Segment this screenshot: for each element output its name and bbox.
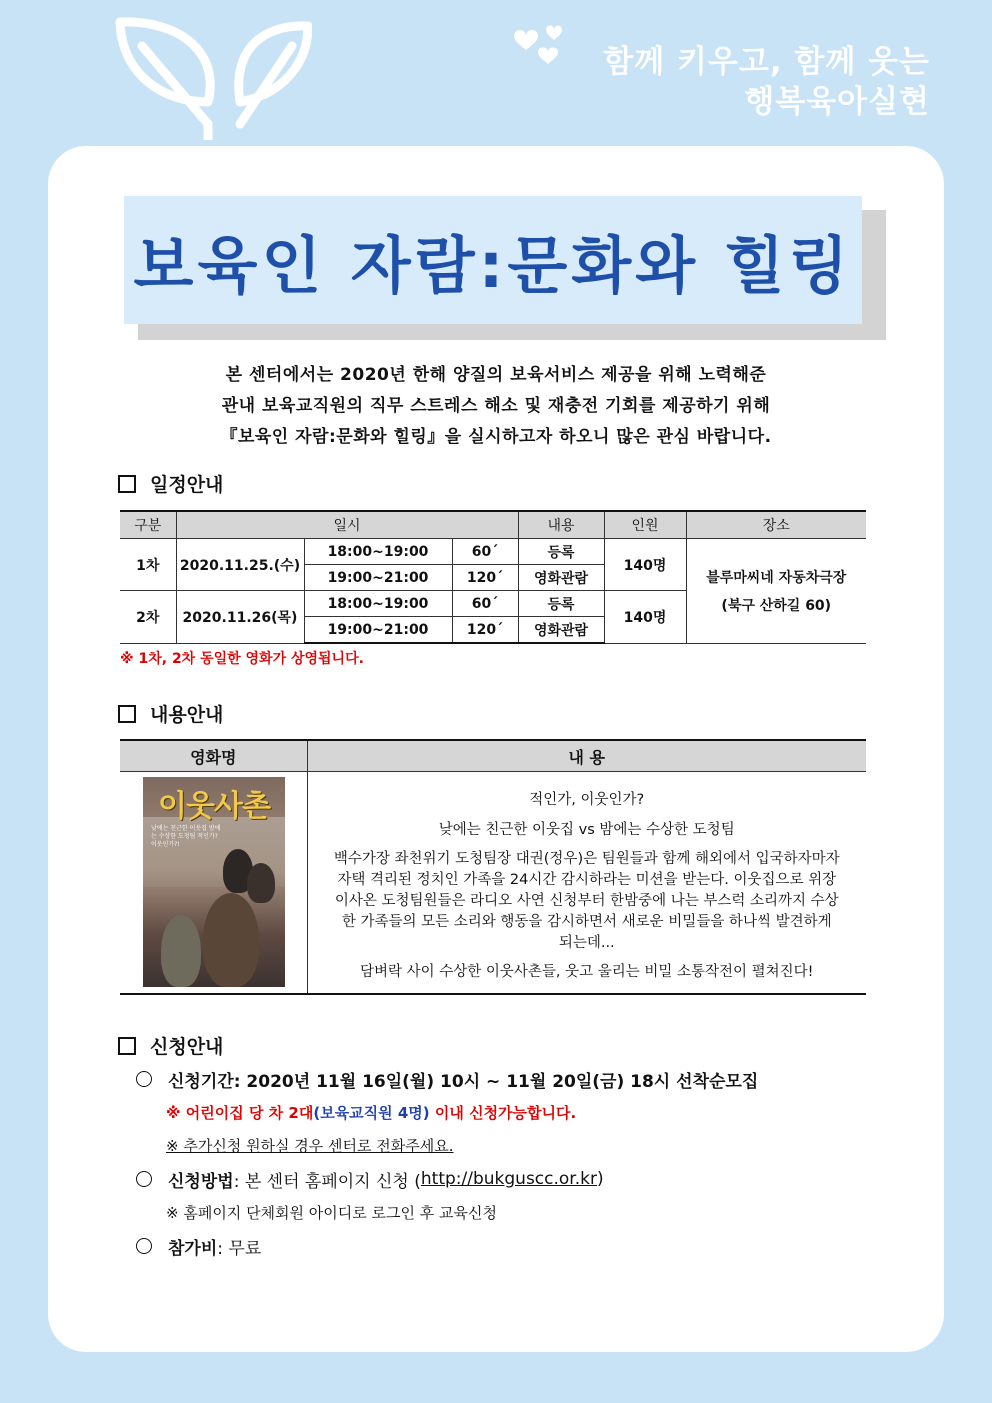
limit-part-a: ※ 어린이집 당 차 2대: [166, 1104, 314, 1122]
homepage-link[interactable]: http://bukguscc.or.kr: [420, 1169, 597, 1189]
slot-content: 등록: [518, 539, 604, 565]
hearts-icon: [512, 22, 574, 66]
square-bullet-icon: [118, 705, 136, 723]
slot-duration: 60´: [452, 591, 518, 617]
title-banner: [124, 196, 862, 324]
poster-figure: [247, 863, 275, 903]
circle-bullet-icon: [136, 1238, 152, 1254]
poster-tagline: 낮에는 친근한 이웃집 밤에는 수상한 도청팀 적인가? 이웃인가?!: [151, 825, 221, 848]
apply-section: [136, 1066, 876, 1259]
desc-line-1: 적인가, 이웃인가?: [529, 792, 645, 808]
slot-duration: 120´: [452, 565, 518, 591]
place-address: (북구 산하길 60): [721, 597, 832, 614]
circle-bullet-icon: [136, 1071, 152, 1087]
leaf-decoration-icon: [112, 14, 312, 140]
schedule-heading: [118, 470, 223, 497]
slot-duration: 120´: [452, 617, 518, 644]
content-heading-label: 내용안내: [150, 704, 224, 726]
header-content-desc: 내 용: [307, 740, 866, 772]
limit-part-c: 이내 신청가능합니다.: [429, 1104, 577, 1122]
content-heading: [118, 700, 223, 727]
apply-fee-row: [136, 1233, 876, 1259]
content-table: [120, 739, 866, 995]
limit-part-b: (보육교직원 4명): [313, 1104, 430, 1122]
content-row: [120, 772, 866, 995]
method-value: : 본 센터 홈페이지 신청 (: [233, 1171, 421, 1192]
slot-time: 18:00~19:00: [304, 591, 452, 617]
description-cell: [307, 772, 866, 995]
intro-line-2: 관내 보육교직원의 직무 스트레스 해소 및 재충전 기회를 제공하기 위해: [221, 396, 771, 416]
header-movie: 영화명: [120, 740, 307, 772]
round-people: 140명: [604, 591, 686, 644]
slot-time: 19:00~21:00: [304, 617, 452, 644]
slot-duration: 60´: [452, 539, 518, 565]
fee-value: : 무료: [217, 1238, 262, 1259]
desc-paragraph: 백수가장 좌천위기 도청팀장 대권(정우)은 팀원들과 함께 해외에서 입국하자마자 자택 격리된 정치인 가족을 24시간 감시하라는 미션을 받는다. 이웃집으로 위장 이사온 도청팀원들은 라디오 사연 신청부터 한밤중에 나는 부스럭 소리까지 수상한 가족들의 모든 소리와 행동을 감시하면서 새로운 비밀들을 하나씩 발견하게 되는데...: [333, 851, 840, 951]
content-header-row: [120, 740, 866, 772]
place-name: 블루마씨네 자동차극장: [706, 569, 847, 586]
desc-last-line: 담벼락 사이 수상한 이웃사촌들, 웃고 울리는 비밀 소통작전이 펼쳐진다!: [360, 964, 814, 980]
schedule-header-row: [120, 511, 866, 539]
header-content: 내용: [518, 511, 604, 539]
apply-limit: [166, 1102, 876, 1123]
intro-text: [120, 360, 872, 453]
movie-poster: [143, 777, 285, 987]
schedule-table: [120, 510, 866, 644]
slot-content: 영화관람: [518, 565, 604, 591]
period-label: 신청기간: [168, 1071, 234, 1092]
square-bullet-icon: [118, 1037, 136, 1055]
circle-bullet-icon: [136, 1171, 152, 1187]
round-label: 2차: [120, 591, 176, 644]
slot-content: 등록: [518, 591, 604, 617]
round-date: 2020.11.26(목): [176, 591, 304, 644]
period-value: : 2020년 11월 16일(월) 10시 ~ 11월 20일(금) 18시 선착순모집: [233, 1071, 759, 1092]
header-category: 구분: [120, 511, 176, 539]
apply-heading-label: 신청안내: [150, 1036, 224, 1058]
apply-method-row: [136, 1166, 876, 1192]
apply-period-row: [136, 1066, 876, 1092]
table-row: [120, 539, 866, 565]
slogan: [603, 42, 930, 122]
intro-line-1: 본 센터에서는 2020년 한해 양질의 보육서비스 제공을 위해 노력해준: [225, 365, 767, 385]
slogan-line-2: 행복육아실현: [744, 84, 930, 120]
method-label: 신청방법: [168, 1171, 234, 1192]
round-label: 1차: [120, 539, 176, 591]
header-place: 장소: [686, 511, 866, 539]
apply-heading: [118, 1032, 223, 1059]
schedule-note: ※ 1차, 2차 동일한 영화가 상영됩니다.: [120, 651, 364, 667]
place-cell: [686, 539, 866, 644]
desc-line-2: 낮에는 친근한 이웃집 vs 밤에는 수상한 도청팀: [438, 822, 735, 838]
fee-label: 참가비: [168, 1238, 218, 1259]
header-people: 인원: [604, 511, 686, 539]
intro-line-3: 『보육인 자람:문화와 힐링』을 실시하고자 하오니 많은 관심 바랍니다.: [220, 427, 772, 447]
poster-cell: [120, 772, 307, 995]
page-title: 보육인 자람:문화와 힐링: [133, 228, 853, 302]
schedule-heading-label: 일정안내: [150, 474, 224, 496]
apply-extra-note: ※ 추가신청 원하실 경우 센터로 전화주세요.: [166, 1137, 454, 1155]
round-people: 140명: [604, 539, 686, 591]
method-note: ※ 홈페이지 단체회원 아이디로 로그인 후 교육신청: [166, 1204, 497, 1222]
poster-figure: [203, 893, 259, 987]
slot-content: 영화관람: [518, 617, 604, 644]
poster-title: 이웃사촌: [158, 789, 270, 824]
slot-time: 19:00~21:00: [304, 565, 452, 591]
square-bullet-icon: [118, 475, 136, 493]
slogan-line-1: 함께 키우고, 함께 웃는: [603, 44, 930, 80]
method-close: ): [596, 1169, 604, 1189]
round-date: 2020.11.25.(수): [176, 539, 304, 591]
header-datetime: 일시: [176, 511, 518, 539]
poster-figure: [161, 915, 201, 987]
slot-time: 18:00~19:00: [304, 539, 452, 565]
